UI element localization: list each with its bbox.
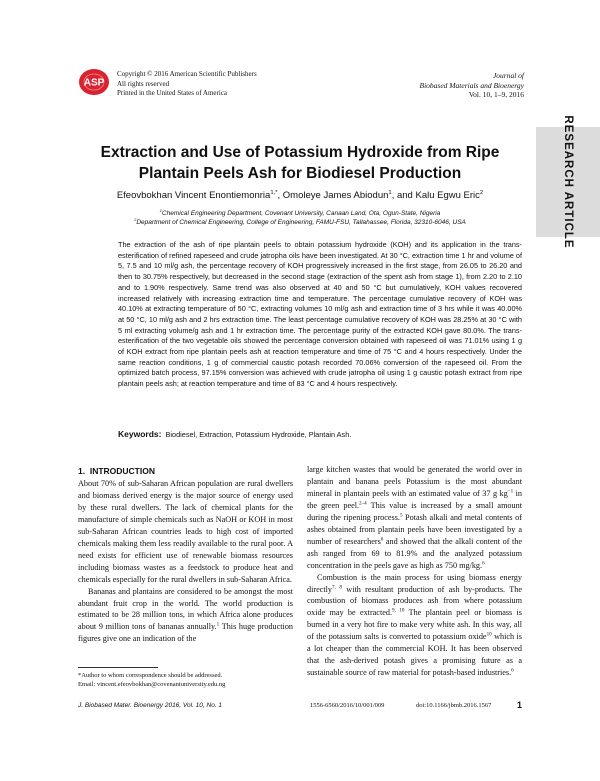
asp-logo [78,68,110,96]
left-p2-a: Bananas and plantains are considered to be amongst the most abundant fruit crop in the world. The world production is estimated to be 28 million tons, in which Africa alone produces about 9 million tons of bananas annually. [78,586,293,632]
paper-title [78,142,522,184]
footnote [78,672,225,689]
citation: 9, 10 [392,607,405,614]
right-paragraph-2 [307,572,522,680]
affiliation-2-text: Department of Chemical Engineering, College of Engineering, FAMU-FSU, Tallahassee, Florida, 32310-6046, USA [136,219,466,226]
section-heading-introduction [78,466,155,476]
citation: 6 [511,667,514,674]
author-1-sup: 1,* [270,189,278,196]
keywords-label: Keywords: [118,429,162,439]
citation: 7, 8 [332,583,342,590]
research-article-label: RESEARCH ARTICLE [562,115,574,249]
right-p1-a: large kitchen wastes that would be generated the world over in plantain and banana peels Potassium is the most abundant mineral in plantain peels with an estimated value of 37 g kg [307,465,522,498]
copyright-block [117,70,257,99]
right-p2-a: Combustion is the main process for using biomass energy directly [307,572,522,594]
footnote-email[interactable]: Email: vincent.efeovbokhan@covenantuniversity.edu.ng [78,680,226,688]
journal-of: Journal of [492,71,524,80]
left-column [78,478,293,645]
author-sep-1: , [277,190,283,201]
citation: 6 [482,559,485,566]
citation: 10 [486,631,492,638]
right-p1-c: This value is increased by a small amount during the ripening process. [307,500,522,522]
keywords-text: Biodiesel, Extraction, Potassium Hydroxide, Plantain Ash. [165,430,352,439]
right-p1-e: and showed that the alkali content of the ash ranged from 69 to 81.9% and the analyzed potassium concentration in the peels gave as high as 750 mg/kg. [307,536,522,570]
journal-volume: Vol. 10, 1–9, 2016 [468,90,524,99]
right-p2-c: The plantain peel or biomass is burned in a very hot fire to make very white ash. In this way, all of the potassium salts is converted to potassium oxide [307,608,522,642]
unit-exponent: −1 [507,488,514,495]
footer-journal: J. Biobased Mater. Bioenergy 2016, Vol. 10, No. 1 [78,702,223,709]
affiliation-1-sup: 1 [159,207,162,213]
title-line-2: Plantain Peels Ash for Biodiesel Production [138,165,462,182]
page-footer [78,701,522,712]
affiliation-1 [78,207,522,217]
author-2: Omoleye James Abiodun [282,190,389,201]
author-sep-2: , and [391,190,416,201]
section-title: INTRODUCTION [89,466,155,476]
author-1: Efeovbokhan Vincent Enontiemonria [116,190,271,201]
footnote-rule [78,667,158,668]
asp-logo-text: ASP [83,77,105,89]
affiliation-2-sup: 2 [134,216,137,222]
right-paragraph-1 [307,464,522,572]
author-list [78,190,522,201]
affiliation-2 [78,216,522,226]
left-paragraph-2 [78,586,293,646]
affiliation-1-text: Chemical Engineering Department, Covenant University, Canaan Land, Ota, Ogun-State, Nigeria [161,210,441,217]
section-number: 1. [78,466,86,476]
rights-line: All rights reserved [117,79,170,88]
keywords [118,429,351,439]
printed-line: Printed in the United States of America [117,89,228,97]
page-number: 1 [516,700,522,710]
footer-doi[interactable]: doi:10.1166/jbmb.2016.1567 [416,702,492,709]
author-3: Kalu Egwu Eric [415,190,480,201]
citation: 2–4 [359,500,367,507]
abstract: The extraction of the ash of ripe plantain peels to obtain potassium hydroxide (KOH) and its application in the trans-esterification of refined rapeseed and crude jatropha oils have been investigated. At 30 °C, extraction time 1 hr and volume of 5, 7.5 and 10 ml/g ash, the percentage recovery of KOH progressively increased in the first stage, from 26.05 to 26.20 and then to 30.75% respectively, but decreased in the second stage (extraction of the spent ash from stage 1), from 2.20 to 2.10 and to 1.90% respectively. Same trend was also observed at 40 and 50 °C but cumulatively, KOH values recovered increased relatively with increasing extraction time and temperature. The percentage cumulative recovery of KOH was 40.10% at extracting temperature of 50 °C, extracting volumes 10 ml/g ash and extraction time of 3 hrs while it was 40.00% at 50 °C, 10 ml/g ash and 2 hrs extraction time. The least percentage cumulative recovery of KOH was 28.25% at 30 °C with 5 ml extracting volume/g ash and 1 hr extraction time. The percentage purity of the extracted KOH gave 80.0%. The trans-esterification of the two vegetable oils showed the percentage conversion obtained with rapeseed oil was 71.01% using 1 g of KOH extract from ripe plantain peels ash at reaction temperature and time of 75 °C and 4 hours respectively. Under the same reaction conditions, 1 g of commercial caustic potash recorded 70.06% conversion of the rapeseed oil. From the optimized batch process, 97.15% conversion was achieved with crude jatropha oil using 1 g caustic potash extract from ripe plantain peels ash; at reaction temperature and time of 83 °C and 4 hours respectively. [118,240,522,389]
right-p1-b: in the green peel. [307,488,523,510]
right-p2-d: which is a lot cheaper than the commercial KOH. It has been observed that the ash-derived potash gives a promising future as a sustainable source of raw material for potash-based industries. [307,632,522,678]
right-column [307,464,522,679]
author-2-sup: 1 [388,189,392,196]
title-line-1: Extraction and Use of Potassium Hydroxide from Ripe [100,144,500,161]
footnote-correspondence: *Author to whom correspondence should be addressed. [78,672,223,679]
left-paragraph-1: About 70% of sub-Saharan African population are rural dwellers and biomass derived energy is the major source of energy used by these rural dwellers. The lack of chemical plants for the manufacture of simple chemicals such as NaOH or KOH in most sub-Saharan African countries leads to high cost of imported chemicals making them less readily available to the rural poor. A need exists for efficient use of renewable biomass resources including biomass wastes as a feedstock to produce heat and chemicals especially for the rural dwellers in sub-Saharan Africa. [78,479,293,584]
left-p2-b: This huge production figures give one an indication of the [78,622,294,644]
author-3-sup: 2 [479,189,484,196]
right-p2-b: with resultant production of ash by-products. The combustion of biomass produces ash from where potassium oxide may be extracted. [307,584,522,618]
journal-name: Biobased Materials and Bioenergy [419,80,524,90]
citation: 5 [399,512,403,519]
citation: 6 [380,535,384,542]
citation: 1 [216,621,220,628]
journal-block [420,71,525,100]
right-p1-d: Potash alkali and metal contents of ashes obtained from plantain peels have been investigated by a number of researchers [307,512,522,546]
research-article-tab [536,115,600,249]
footer-issn: 1556-6560/2016/10/001/009 [310,702,385,709]
copyright-line: Copyright © 2016 American Scientific Publishers [117,70,257,78]
